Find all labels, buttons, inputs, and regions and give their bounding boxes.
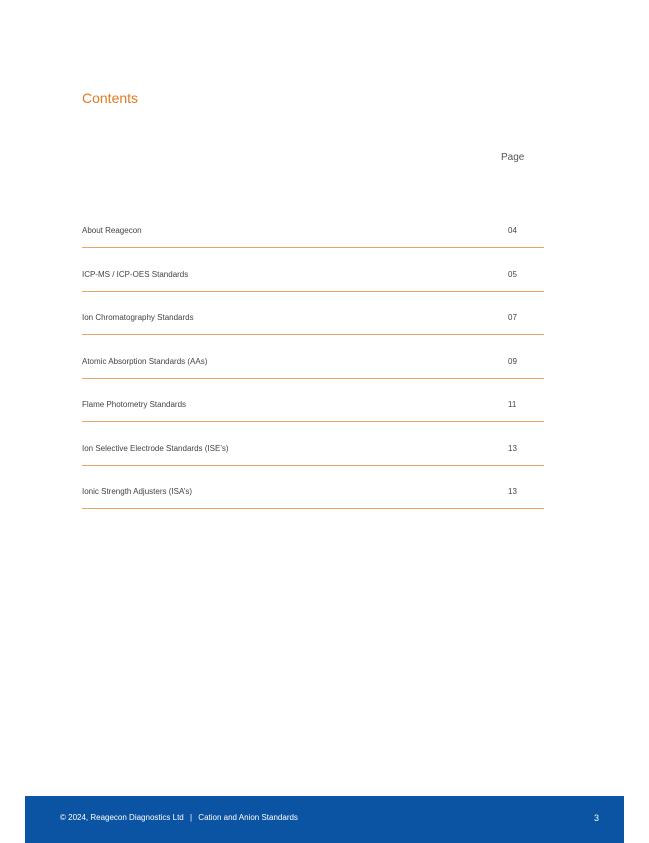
footer-text	[60, 813, 298, 823]
table-of-contents	[82, 226, 544, 531]
footer-separator: |	[189, 813, 193, 822]
toc-entry-label: Flame Photometry Standards	[82, 400, 187, 409]
toc-entry[interactable]	[82, 226, 544, 270]
toc-entry-label: Ion Selective Electrode Standards (ISE’s)	[82, 443, 229, 453]
toc-entry-page: 04	[508, 226, 517, 235]
toc-entry-page: 07	[508, 313, 517, 322]
footer-copyright: © 2024, Reagecon Diagnostics Ltd	[60, 813, 184, 822]
toc-entry-page: 11	[508, 400, 517, 409]
toc-entry[interactable]	[82, 487, 544, 531]
toc-entry[interactable]	[82, 444, 544, 488]
toc-divider	[82, 465, 544, 466]
toc-entry-page: 09	[508, 356, 517, 366]
toc-divider	[82, 421, 544, 422]
footer-document-title: Cation and Anion Standards	[198, 813, 298, 822]
page-column-header: Page	[501, 152, 525, 163]
toc-divider	[82, 508, 544, 509]
toc-entry-label: Ionic Strength Adjusters (ISA’s)	[82, 487, 192, 496]
page-footer	[25, 796, 624, 843]
toc-divider	[82, 334, 544, 335]
toc-entry-page: 13	[508, 487, 517, 496]
toc-entry[interactable]	[82, 357, 544, 401]
toc-entry[interactable]	[82, 400, 544, 444]
toc-entry-page: 05	[508, 269, 517, 279]
toc-entry-label: Ion Chromatography Standards	[82, 313, 194, 322]
toc-entry-label: ICP-MS / ICP-OES Standards	[82, 269, 189, 279]
toc-entry[interactable]	[82, 313, 544, 357]
footer-page-number: 3	[593, 813, 599, 823]
toc-entry[interactable]	[82, 270, 544, 314]
toc-entry-label: About Reagecon	[82, 226, 142, 235]
toc-divider	[82, 291, 544, 292]
toc-entry-page: 13	[508, 443, 517, 453]
page-title: Contents	[82, 90, 139, 106]
toc-entry-label: Atomic Absorption Standards (AAs)	[82, 356, 208, 366]
toc-divider	[82, 247, 544, 248]
toc-divider	[82, 378, 544, 379]
